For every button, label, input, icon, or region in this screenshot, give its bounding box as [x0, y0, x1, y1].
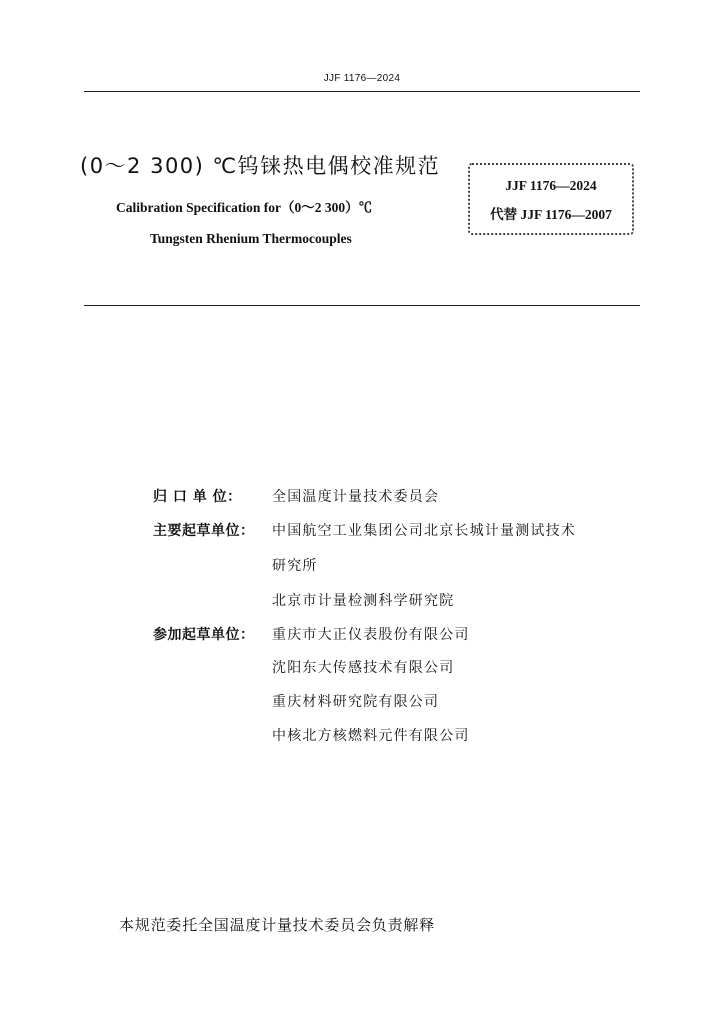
participating-value: 沈阳东大传感技术有限公司 — [272, 660, 455, 676]
header-code: JJF 1176—2024 — [323, 73, 401, 84]
responsible-unit-value: 全国温度计量技术委员会 — [272, 489, 440, 505]
footer-note: 本规范委托全国温度计量技术委员会负责解释 — [119, 916, 436, 934]
participating-value: 重庆市大正仪表股份有限公司 — [272, 627, 470, 643]
code-box — [468, 163, 634, 235]
responsible-unit-label: 归 口 单 位： — [153, 489, 242, 505]
participating-label: 参加起草单位： — [153, 627, 255, 643]
code-box-replaces: 代替 JJF 1176—2007 — [490, 207, 612, 222]
main-drafting-value: 中国航空工业集团公司北京长城计量测试技术 — [272, 523, 576, 539]
middle-rule — [84, 305, 640, 306]
code-box-code: JJF 1176—2024 — [505, 178, 597, 193]
title-english-line2: Tungsten Rhenium Thermocouples — [150, 231, 352, 246]
title-english-line1: Calibration Specification for（0～2 300）℃ — [116, 200, 373, 215]
title-chinese: (0～2 300) ℃钨铼热电偶校准规范 — [80, 154, 441, 178]
top-rule — [84, 91, 640, 92]
main-drafting-value: 北京市计量检测科学研究院 — [272, 593, 455, 609]
participating-value: 重庆材料研究院有限公司 — [272, 694, 440, 710]
main-drafting-label: 主要起草单位： — [153, 523, 255, 539]
participating-value: 中核北方核燃料元件有限公司 — [272, 728, 470, 744]
main-drafting-value: 研究所 — [272, 558, 318, 574]
